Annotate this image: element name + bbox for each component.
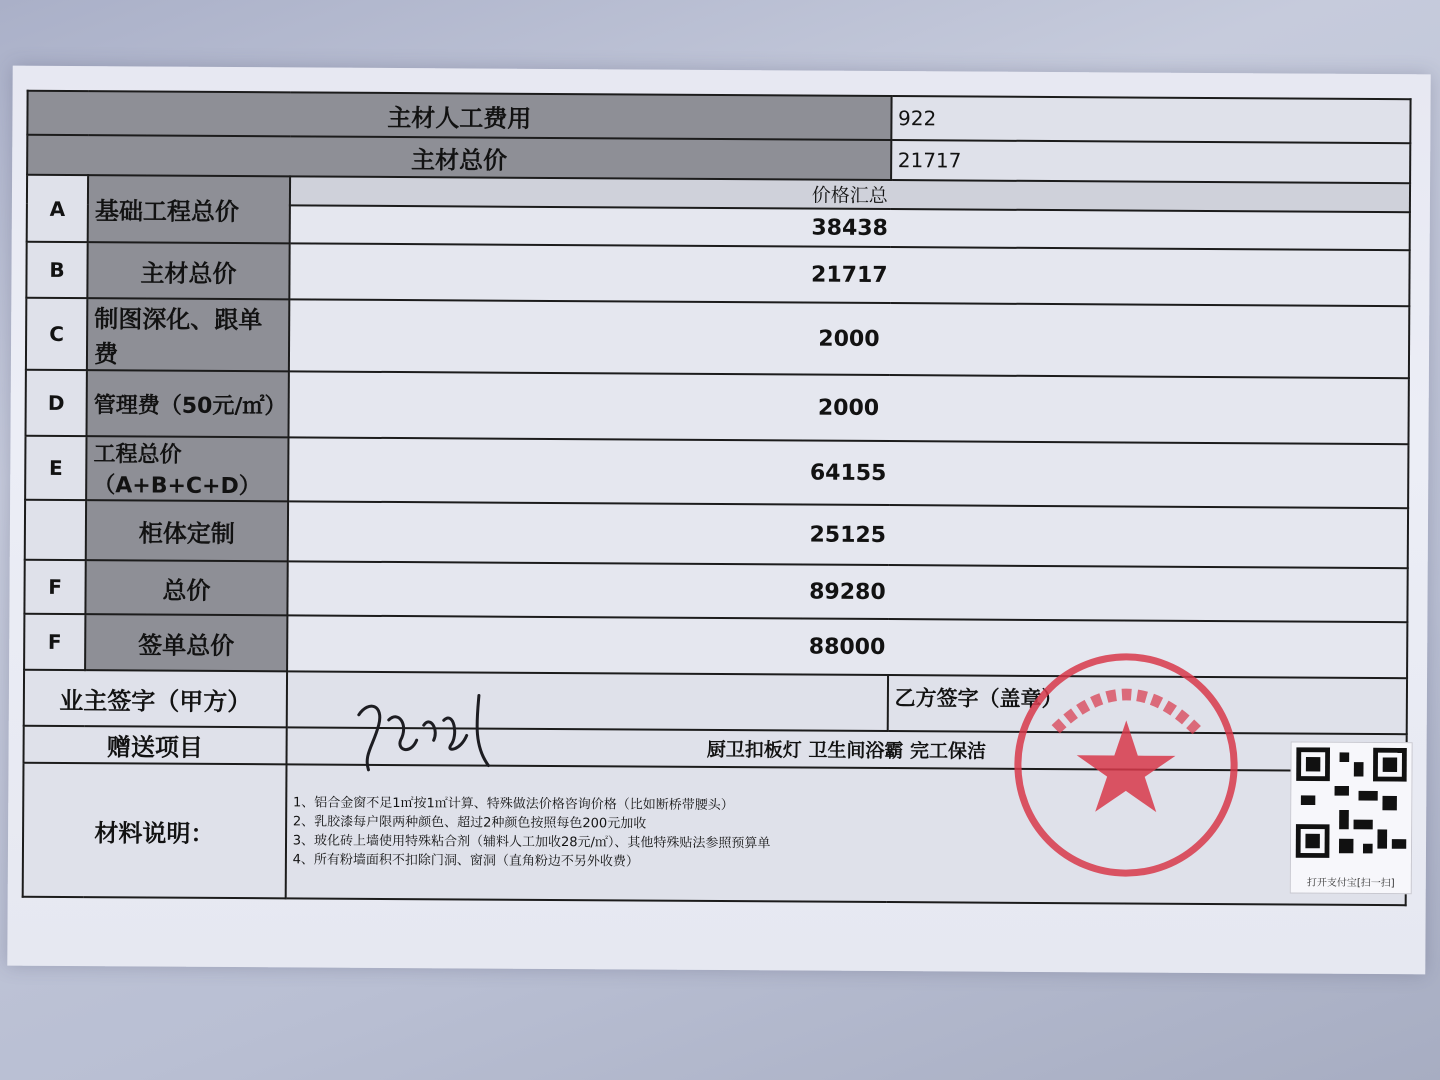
row-value: 38438 <box>289 205 1409 250</box>
table-row <box>26 370 1409 444</box>
gift-label: 赠送项目 <box>24 726 287 765</box>
row-letter: D <box>26 370 87 436</box>
material-total-header-label: 主材总价 <box>27 135 891 180</box>
materials-note: 2、乳胶漆每户限两种颜色、超过2种颜色按照每色200元加收 <box>292 814 647 832</box>
row-value: 89280 <box>287 561 1408 622</box>
row-label: 总价 <box>86 560 288 615</box>
gift-items: 厨卫扣板灯 卫生间浴霸 完工保洁 <box>286 727 1406 771</box>
row-label: 工程总价（A+B+C+D） <box>86 436 288 501</box>
row-value: 88000 <box>287 615 1408 678</box>
quote-sheet <box>7 66 1430 975</box>
labor-cost-label: 主材人工费用 <box>27 91 891 140</box>
row-value: 2000 <box>288 371 1409 444</box>
materials-note: 1、铝合金窗不足1㎡按1㎡计算、特殊做法价格咨询价格（比如断桥带腰头） <box>292 795 734 814</box>
table-row <box>25 436 1408 508</box>
material-total-header-value: 21717 <box>891 140 1411 183</box>
row-label: 制图深化、跟单费 <box>87 298 289 371</box>
table-row <box>26 242 1409 306</box>
row-label: 管理费（50元/㎡） <box>87 370 289 437</box>
materials-note: 4、所有粉墙面积不扣除门洞、窗洞（直角粉边不另外收费） <box>292 852 639 870</box>
materials-label: 材料说明： <box>23 763 287 899</box>
company-seal <box>1008 647 1244 883</box>
table-row <box>26 298 1409 378</box>
row-value: 2000 <box>289 299 1410 378</box>
row-letter: F <box>24 560 85 614</box>
row-letter: C <box>26 298 88 370</box>
row-value: 21717 <box>289 243 1410 306</box>
table-row <box>24 560 1407 622</box>
row-letter: E <box>25 436 86 500</box>
row-letter: F <box>24 614 85 670</box>
qr-code <box>1290 741 1413 894</box>
materials-note: 3、玻化砖上墙使用特殊粘合剂（辅料人工加收28元/㎡）、其他特殊贴法参照预算单 <box>292 833 771 852</box>
row-value: 64155 <box>288 437 1409 508</box>
qr-caption: 打开支付宝[扫一扫] <box>1306 877 1395 890</box>
row-letter <box>25 500 86 560</box>
row-label: 柜体定制 <box>86 500 288 561</box>
row-value: 25125 <box>287 501 1408 568</box>
qr-code-icon <box>1291 743 1412 864</box>
contractor-signature-label: 乙方签字（盖章） <box>887 675 1407 734</box>
row-letter: B <box>26 242 87 298</box>
summary-title: 价格汇总 <box>290 176 1410 212</box>
labor-cost-value: 922 <box>891 96 1411 143</box>
row-label: 基础工程总价 <box>88 175 290 243</box>
owner-signature-label: 业主签字（甲方） <box>24 670 287 728</box>
handwritten-signature <box>338 680 539 781</box>
row-label: 主材总价 <box>87 242 289 299</box>
row-letter: A <box>27 175 89 242</box>
table-row <box>25 500 1408 568</box>
row-label: 签单总价 <box>85 614 287 671</box>
